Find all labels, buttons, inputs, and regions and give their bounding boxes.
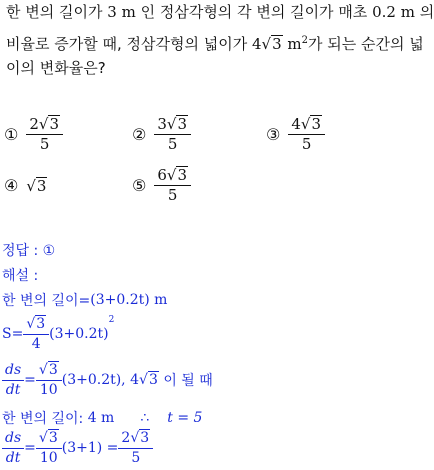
- choice-fraction: [26, 115, 63, 153]
- solution-line-1: [2, 290, 167, 310]
- q-text: 비율로 증가할 때, 정삼각형의 넓이가: [6, 35, 248, 53]
- solution-derivative-1: $\frac{ds}{dt}$ = √ 3 10 (3+0.2t), 4 √ 3 이 될 때: [2, 361, 213, 399]
- sqrt-symbol: √ 3: [166, 115, 187, 133]
- answer-label: 정답 : ①: [2, 243, 56, 259]
- q-text: 의: [419, 3, 434, 21]
- q-text: 이의 변화율은?: [6, 59, 106, 77]
- denominator: 5: [167, 135, 178, 153]
- question-line-2: [6, 31, 424, 54]
- result-fraction: [118, 429, 153, 467]
- sqrt-symbol: √ 3: [38, 115, 59, 133]
- d1-coef: 4: [130, 372, 140, 388]
- coef: 4: [291, 115, 301, 133]
- sqrt-symbol: √ 3: [38, 430, 58, 446]
- q-rate: 0.2 m: [372, 3, 415, 21]
- ds: ds: [2, 430, 24, 449]
- question-line-3: [6, 58, 106, 78]
- sqrt-symbol: √ 3: [130, 430, 150, 446]
- len-text: 한 변의 길이:: [2, 411, 84, 427]
- choice-fraction: [154, 115, 191, 153]
- q-unit: m: [287, 35, 302, 53]
- answer-line: [2, 240, 55, 260]
- choice-3[interactable]: [266, 115, 325, 153]
- area-label: S=: [2, 326, 24, 342]
- q-area-coef: 4: [251, 35, 262, 53]
- denominator: 5: [39, 135, 50, 153]
- choice-mark: ⑤: [132, 175, 147, 195]
- denominator: 10: [39, 382, 58, 398]
- sqrt-symbol: √ 3: [26, 316, 46, 332]
- sqrt-symbol: √ 3: [26, 176, 47, 195]
- q-text: 가 되는 순간의 넓: [308, 35, 424, 53]
- sol-expr: (3+0.2t) m: [90, 292, 168, 308]
- t-expr: t = 5: [167, 410, 203, 426]
- choice-mark: ②: [132, 124, 147, 144]
- d2-fraction: [36, 429, 62, 467]
- ds-dt-fraction: [2, 430, 24, 467]
- ds: ds: [2, 362, 24, 381]
- sol-text: 한 변의 길이=: [2, 293, 91, 309]
- q-exp: 2: [301, 35, 309, 46]
- area-exp: 2: [108, 315, 115, 325]
- choice-mark: ④: [4, 176, 19, 195]
- solution-area-formula: [2, 315, 114, 353]
- choice-1[interactable]: [4, 115, 63, 153]
- denominator: 5: [167, 186, 178, 204]
- dt: dt: [5, 381, 21, 398]
- denominator: 10: [39, 450, 58, 466]
- sqrt-symbol: √ 3: [300, 115, 321, 133]
- q-text: 인 정삼각형의 각 변의 길이가 매초: [140, 3, 368, 21]
- coef: 2: [29, 115, 39, 133]
- explain-text: 해설 :: [2, 268, 39, 284]
- choice-4[interactable]: [4, 176, 47, 195]
- denominator: 5: [301, 135, 312, 153]
- choice-mark: ③: [266, 124, 281, 144]
- dt: dt: [5, 449, 21, 466]
- solution-derivative-2: $\frac{ds}{dt}$ = √ 3 10 (3+1) = 2 √ 3 5: [2, 429, 153, 467]
- sqrt-symbol: √ 3: [38, 362, 58, 378]
- len-val: 4 m: [87, 410, 115, 426]
- explain-label: [2, 265, 38, 285]
- ds-dt-fraction: [2, 362, 24, 399]
- solution-length-line: [2, 408, 202, 428]
- choice-mark: ①: [4, 124, 19, 144]
- choice-5[interactable]: [132, 166, 191, 204]
- q-length: 3 m: [107, 3, 136, 21]
- area-tail: (3+0.2t): [49, 326, 109, 342]
- coef: 2: [121, 430, 131, 446]
- question-line-1: [6, 2, 434, 22]
- area-fraction: [23, 315, 49, 353]
- sqrt-symbol: √ 3: [166, 166, 187, 184]
- sqrt-symbol: √ 3: [139, 372, 158, 388]
- d1-fraction: [36, 361, 62, 399]
- denominator: 4: [31, 336, 41, 352]
- choice-fraction: [288, 115, 325, 153]
- coef: 6: [157, 166, 167, 184]
- q-text: 한 변의 길이가: [6, 3, 103, 21]
- sqrt-symbol: √ 3: [261, 35, 282, 53]
- denominator: 5: [131, 450, 141, 466]
- choice-fraction: [154, 166, 191, 204]
- coef: 3: [157, 115, 167, 133]
- d2-mid: (3+1) =: [61, 440, 119, 456]
- therefore-symbol: ∴: [140, 410, 150, 426]
- d1-tail: (3+0.2t),: [61, 372, 126, 388]
- choice-2[interactable]: [132, 115, 191, 153]
- d1-text: 이 될 때: [163, 373, 213, 389]
